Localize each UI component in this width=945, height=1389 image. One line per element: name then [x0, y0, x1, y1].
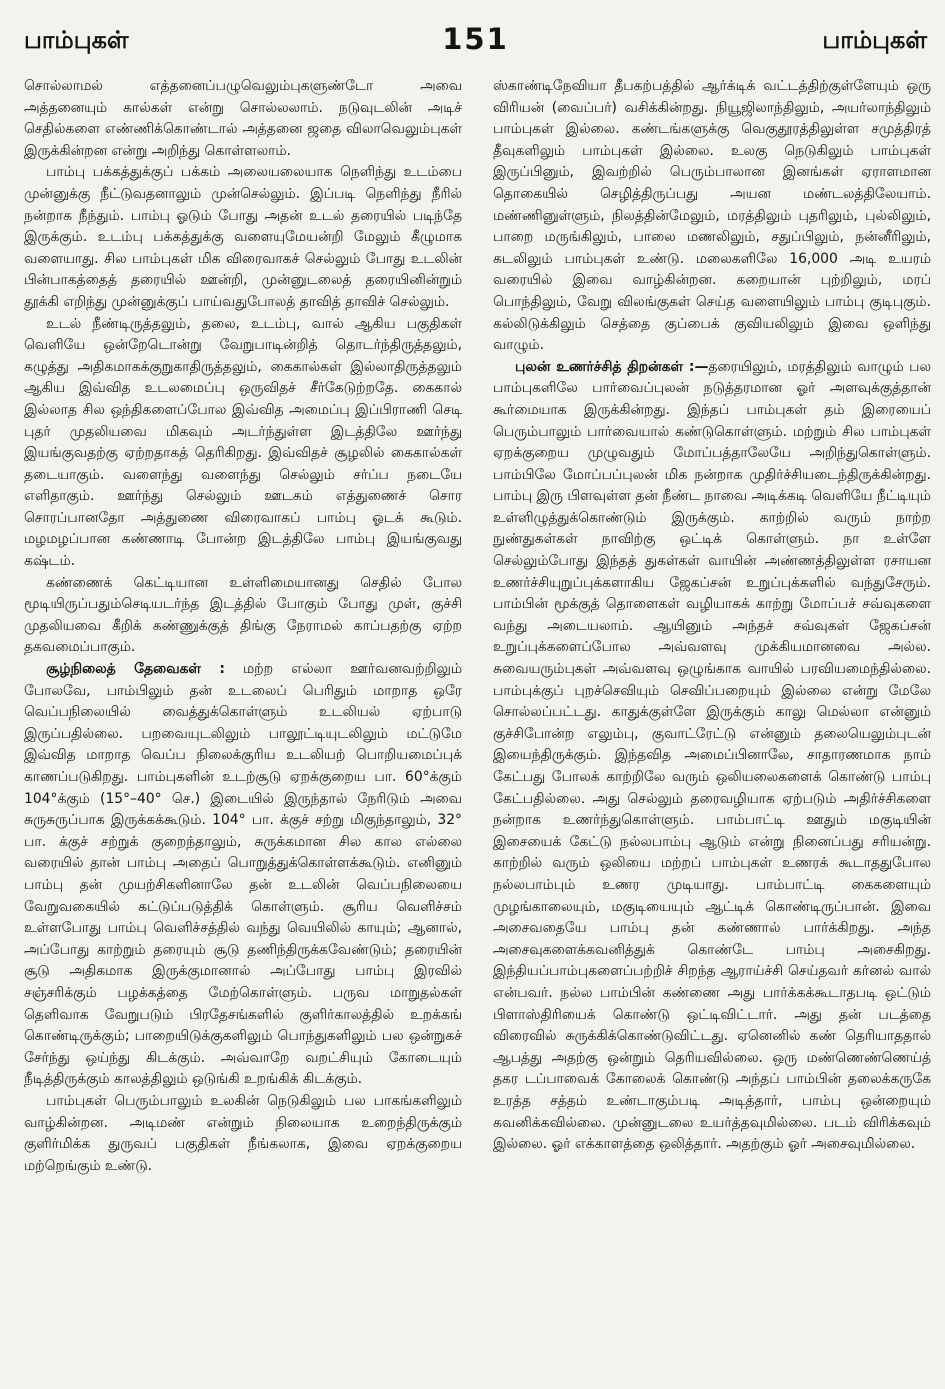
- running-title-right: பாம்புகள்: [822, 26, 927, 54]
- paragraph: [493, 357, 931, 1156]
- paragraph: கண்ணைக் கெட்டியான உள்ளிமையானது செதில் போல மூடியிருப்பதும்செடியடர்ந்த இடத்தில் போகும் போது முள், குச்சி முதலியவை கீறிக் கண்ணுக்குத் திங்கு நேராமல் காப்பதற்கு ஏற்ற தகவமைப்பாகும்.: [24, 574, 462, 656]
- page-number: 151: [442, 22, 509, 56]
- running-title-left: பாம்புகள்: [24, 26, 129, 54]
- section-heading: புலன் உணர்ச்சித் திறன்கள் :—: [515, 358, 709, 375]
- paragraph: பாம்பு பக்கத்துக்குப் பக்கம் அலையலையாக நெளிந்து உடம்பை முன்னுக்கு நீட்டுவதனாலும் முன்செல்லும். இப்படி நெளிந்து நீரில் நன்றாக நீந்தும். பாம்பு ஓடும் போது அதன் உடல் தரையில் படிந்தே இருக்கும். உடம்பு பக்கத்துக்கு வளையுமேயன்றி மேலும் கீழுமாக வளையாது. சில பாம்புகள் மிக விரைவாகச் செல்லும் போது உடலின் பின்பாகத்தைத் தரையில் ஊன்றி, முன்னுடலைத் தரையினின்றும் தூக்கி எறிந்து முன்னுக்குப் பாய்வதுபோலத் தாவித் தாவிச் செல்லும்.: [24, 164, 462, 310]
- paragraph: பாம்புகள் பெரும்பாலும் உலகின் நெடுகிலும் பல பாகங்களிலும் வாழ்கின்றன. அடிமண் என்றும் நிலையாக உறைந்திருக்கும் குளிர்மிக்க துருவப் பகுதிகள் நீங்கலாக, இவை ஏறக்குறைய மற்றெங்கும் உண்டு.: [24, 1092, 462, 1174]
- paragraph-text: மற்ற எல்லா ஊர்வனவற்றிலும் போலவே, பாம்பிலும் தன் உடலைப் பெரிதும் மாறாத ஒரே வெப்பநிலையில் வைத்துக்கொள்ளும் உடலியல் ஏற்பாடு இருப்பதில்லை. பறவையுடலிலும் பாலூட்டியுடலிலும் மட்டுமே இவ்வித மாறாத வெப்ப நிலைக்குரிய உடலியற் பொறியமைப்புக் காணப்படுகிறது. பாம்புகளின் உடற்சூடு ஏறக்குறைய பா. 60°க்கும் 104°க்கும் (15°–40° செ.) இடையில் இருந்தால் நேரிடும் அவை சுருசுருப்பாக இருக்கக்கூடும். 104° பா. க்குச் சற்று மிகுந்தாலும், 32° பா. க்குச் சற்றுக் குறைந்தாலும், சுருக்கமான சில கால எல்லை வரையில் தான் பாம்பு அதைப் பொறுத்துக்கொள்ளக்கூடும். எனினும் பாம்பு தன் முயற்சிகளினாலே தன் உடலின் வெப்பநிலையை வேறுவகையில் கட்டுப்படுத்திக் கொள்ளும். சூரிய வெளிச்சம் உள்ளபோது பாம்பு வெளிச்சத்தில் வந்து வெயிலில் காயும்; ஆனால், அப்போது காற்றும் தரையும் சூடு தணிந்திருக்கவேண்டும்; தரையின் சூடு அதிகமாக இருக்குமானால் அப்போது பாம்பு இரவில் சஞ்சரிக்கும் பழக்கத்தை மேற்கொள்ளும். பருவ மாறுதல்கள் தெளிவாக வேறுபடும் பிரதேசங்களில் குளிர்காலத்தில் உறக்கங் கொண்டிருக்கும்; பாறையிடுக்குகளிலும் பொந்துகளிலும் பல ஒன்றுகச் சேர்ந்து ஒய்ந்து கிடக்கும். அவ்வாறே வறட்சியும் கோடையும் நீடித்திருக்கும் காலத்திலும் ஒடுங்கி உறங்கிக் கிடக்கும்.: [24, 661, 462, 1088]
- page-header: [24, 22, 927, 70]
- paragraph: [24, 659, 462, 1091]
- text-columns: [24, 76, 931, 1379]
- left-column: [24, 76, 462, 1379]
- paragraph: ஸ்காண்டிநேவியா தீபகற்பத்தில் ஆர்க்டிக் வட்டத்திற்குள்ளேயும் ஒரு விரியன் (வைப்பர்) வசிக்கின்றது. நியூஜிலாந்திலும், அயர்லாந்திலும் பாம்புகள் இல்லை. கண்டங்களுக்கு வெகுதூரத்திலுள்ள சமுத்திரத் தீவுகளிலும் பாம்புகள் இல்லை. உலகு நெடுகிலும் பாம்புகள் இருப்பினும், இவற்றில் பெரும்பாலான இனங்கள் ஏராளமான தொகையில் செழித்திருப்பது அயன மண்டலத்திலேயாம். மண்ணினுள்ளும், நிலத்தின்மேலும், மரத்திலும் புதரிலும், புல்லிலும், பாறை மருங்கிலும், பாலை மணலிலும், சதுப்பிலும், நன்னீரிலும், கடலிலும் பாம்புகள் உண்டு. மலைகளிலே 16,000 அடி உயரம் வரையில் இவை வாழ்கின்றன. கறையான் புற்றிலும், மரப் பொந்திலும், வேறு விலங்குகள் செய்த வளையிலும் பாம்பு குடிபுகும். கல்லிடுக்கிலும் செத்தை குப்பைக் குவியலிலும் இவை ஒளிந்து வாழும்.: [493, 78, 931, 354]
- right-column: [493, 76, 931, 1379]
- paragraph: சொல்லாமல் எத்தனைப்பழுவெலும்புகளுண்டோ அவை அத்தனையும் கால்கள் என்று சொல்லலாம். நடுவுடலின் அடிச் செதில்களை எண்ணிக்கொண்டால் அத்தனை ஜதை விலாவெலும்புகள் இருக்கின்றன என்று அறிந்து கொள்ளலாம்.: [24, 78, 462, 159]
- paragraph: உடல் நீண்டிருத்தலும், தலை, உடம்பு, வால் ஆகிய பகுதிகள் வெளியே ஒன்றேடொன்று வேறுபாடின்றித் தொடர்ந்திருத்தலும், கழுத்து அதிகமாகக்குறுகாதிருத்தலும், கைகால்கள் இல்லாதிருத்தலும் ஆகிய இவ்வித உடலமைப்பு ஒருவிதச் சீர்கேடுற்றதே. கைகால் இல்லாத சில ஒந்திகளைப்போல இவ்வித அமைப்பு இப்பிராணி செடி புதர் முதலியவை மிகவும் அடர்ந்துள்ள இடத்திலே ஊர்ந்து இயங்குவதற்கு ஏற்றதாகத் தெரிகிறது. இவ்விதச் சூழலில் கைகால்கள் தடையாகும். வளைந்து வளைந்து செல்லும் சர்ப்ப நடையே எளிதாகும். ஊர்ந்து செல்லும் ஊடகம் எத்துணைச் சொர சொரப்பானதோ அத்துணை விரைவாகப் பாம்பு ஓடக் கூடும். மழமழப்பான கண்ணாடி போன்ற இடத்திலே பாம்பு இயங்குவது கஷ்டம்.: [24, 315, 462, 570]
- paragraph-text: தரையிலும், மரத்திலும் வாழும் பல பாம்புகளிலே பார்வைப்புலன் நடுத்தரமான ஓர் அளவுக்குத்தான் கூர்மையாக இருக்கின்றது. இந்தப் பாம்புகள் தம் இரையைப் பெரும்பாலும் பார்வையால் கண்டுகொள்ளும். மற்றும் சில பாம்புகள் ஏறக்குறைய முழுவதும் மோப்பத்தாலேயே அறிந்துகொள்ளும். பாம்பிலே மோப்பப்புலன் மிக நன்றாக முதிர்ச்சியடைந்திருக்கின்றது. பாம்பு இரு பிளவுள்ள தன் நீண்ட நாவை அடிக்கடி வெளியே நீட்டியும் உள்ளிழுத்துக்கொண்டும் இருக்கும். காற்றில் வரும் நாற்ற நுண்துகள்கள் நாவிற்கு ஒட்டிக் கொள்ளும். நா உள்ளே செல்லும்போது இந்தத் துகள்கள் வாயின் அண்ணத்திலுள்ள ரசாயன உணர்ச்சியுறுப்புக்களாகிய ஜேகப்சன் உறுப்புக்களில் வந்துசேரும். பாம்பின் மூக்குத் தொளைகள் வழியாகக் காற்று மோப்பச் சவ்வுகளை வந்து அடையலாம். ஆயினும் அந்தச் சவ்வுகள் ஜேகப்சன் உறுப்புக்களைப்போல அவ்வளவு முக்கியமானவை அல்ல. சுவையரும்புகள் அவ்வளவு ஒழுங்காக வாயில் பரவியமைந்தில்லை. பாம்புக்குப் புறச்செவியும் செவிப்பறையும் இல்லை என்று மேலே சொல்லப்பட்டது. காதுக்குள்ளே இருக்கும் காலு மெல்லா என்னும் குச்சிபோன்ற எலும்பு, குவாட்ரேட்டு என்னும் தலையெலும்புடன் இயைந்திருக்கும். இந்தவித அமைப்பினாலே, சாதாரணமாக நாம் கேட்பது போலக் காற்றிலே வரும் ஒலியலைகளைக் கொண்டு பாம்பு கேட்பதில்லை. அது செல்லும் தரைவழியாக ஏற்படும் அதிர்ச்சிகளை நன்றாக உணர்ந்துகொள்ளும். பாம்பாட்டி ஊதும் மகுடியின் இசையைக் கேட்டு நல்லபாம்பு ஆடும் என்று நினைப்பது சரியன்று. காற்றில் வரும் ஒலியை மற்றப் பாம்புகள் உணரக் கூடாததுபோல நல்லபாம்பும் உணர முடியாது. பாம்பாட்டி கைகளையும் முழங்காலையும், மகுடியையும் ஆட்டிக் கொண்டிருப்பான். இவை அசைவதையே பாம்பு தன் கண்ணால் பார்க்கிறது. அந்த அசைவுகளைக்கவனித்துக் கொண்டே பாம்பு அசைகிறது. இந்தியப்பாம்புகளைப்பற்றிச் சிறந்த ஆராய்ச்சி செய்தவர் கர்னல் வால் என்பவர். நல்ல பாம்பின் கண்ணை அது பார்க்கக்கூடாதபடி ஒட்டும் பிளாஸ்திரியைக் கொண்டு ஒட்டிவிட்டார். அது தன் படத்தை விரைவில் சுருக்கிக்கொண்டுவிட்டது. ஏனெனில் கண் தெரியாததால் ஆபத்து அதற்கு ஒன்றும் தெரியவில்லை. ஒரு மண்ணெண்ணெய்த் தகர டப்பாவைக் கோலைக் கொண்டு அந்தப் பாம்பின் தலைக்கருகே உரத்த சத்தம் உண்டாகும்படி அடித்தார், பாம்பு ஒன்றையும் கவனிக்கவில்லை. முன்னுடலை உயர்த்தவுமில்லை. படம் விரிக்கவும் இல்லை. ஓர் எக்காளத்தை ஒலித்தார். அதற்கும் ஓர் அசைவுமில்லை.: [493, 358, 931, 1153]
- section-heading: சூழ்நிலைத் தேவைகள் :: [46, 661, 225, 678]
